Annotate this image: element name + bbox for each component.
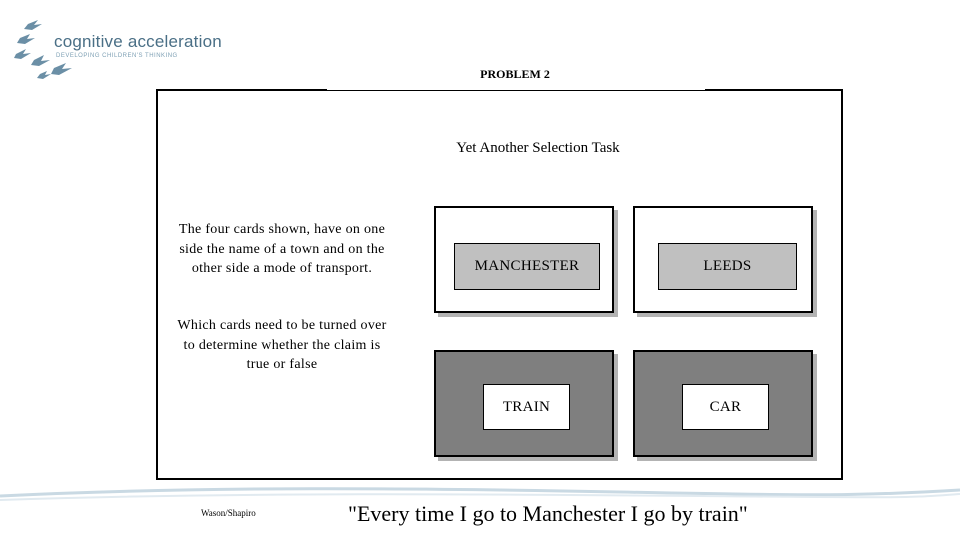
- card-manchester[interactable]: [434, 206, 614, 313]
- card-leeds[interactable]: [633, 206, 813, 313]
- logo-subtitle: DEVELOPING CHILDREN'S THINKING: [56, 53, 178, 59]
- instruction-paragraph-2: Which cards need to be turned over to determine whether the claim is true or false: [177, 318, 387, 372]
- card-train[interactable]: [434, 350, 614, 457]
- card-label: TRAIN: [483, 384, 570, 430]
- problem-label: PROBLEM 2: [480, 67, 550, 81]
- instruction-paragraph-1: The four cards shown, have on one side the name of a town and on the other side a mode of transport.: [178, 222, 386, 276]
- card-label: MANCHESTER: [454, 243, 600, 290]
- credit-text: Wason/Shapiro: [201, 508, 256, 518]
- frame-top-line: [327, 90, 705, 91]
- card-label: CAR: [682, 384, 769, 430]
- card-car[interactable]: [633, 350, 813, 457]
- claim-text: "Every time I go to Manchester I go by train": [348, 501, 748, 526]
- logo-title: cognitive acceleration: [54, 32, 222, 51]
- task-title: Yet Another Selection Task: [456, 140, 620, 156]
- card-label: LEEDS: [658, 243, 797, 290]
